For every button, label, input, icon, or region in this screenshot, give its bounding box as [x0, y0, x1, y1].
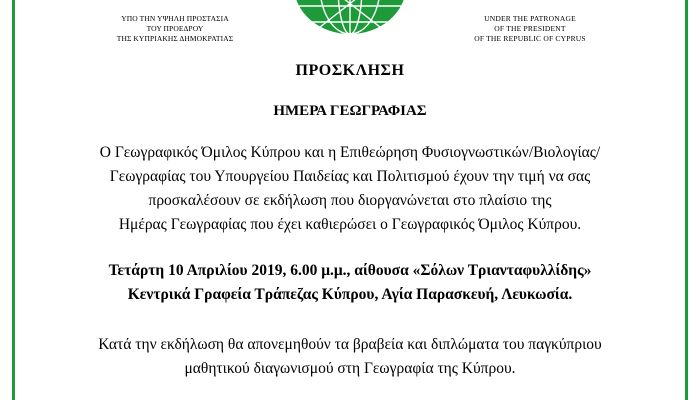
- event-subtitle: ΗΜΕΡΑ ΓΕΩΓΡΑΦΙΑΣ: [273, 103, 427, 119]
- patronage-greek-line: ΥΠΟ ΤΗΝ ΥΨΗΛΗ ΠΡΟΣΤΑΣΙΑ: [121, 14, 229, 23]
- patronage-english-line: OF THE PRESIDENT: [494, 24, 566, 33]
- patronage-english: [455, 14, 605, 44]
- left-green-border: [12, 0, 15, 400]
- awards-paragraph: [40, 333, 660, 381]
- patronage-english-line: UNDER THE PATRONAGE: [484, 14, 576, 23]
- globe-emblem-icon: [285, 0, 415, 36]
- patronage-greek: [100, 14, 250, 44]
- paragraph-line: Γεωγραφίας του Υπουργείου Παιδείας και Πολιτισμού έχουν την τιμή να σας: [109, 168, 591, 185]
- event-details-paragraph: [40, 259, 660, 307]
- event-details-line: Κεντρικά Γραφεία Τράπεζας Κύπρου, Αγία Παρασκευή, Λευκωσία.: [127, 286, 573, 303]
- awards-line: Κατά την εκδήλωση θα απονεμηθούν τα βραβεία και διπλώματα του παγκύπριου: [98, 336, 602, 353]
- invitation-title: ΠΡΟΣΚΛΗΣΗ: [295, 62, 405, 79]
- patronage-greek-line: ΤΟΥ ΠΡΟΕΔΡΟΥ: [146, 24, 204, 33]
- paragraph-line: Ημέρας Γεωγραφίας που έχει καθιερώσει ο Γεωγραφικός Όμιλος Κύπρου.: [118, 216, 582, 233]
- paragraph-line: προσκαλέσουν σε εκδήλωση που διοργανώνεται στο πλαίσιο της: [148, 192, 552, 209]
- patronage-greek-line: ΤΗΣ ΚΥΠΡΙΑΚΗΣ ΔΗΜΟΚΡΑΤΙΑΣ: [116, 34, 234, 43]
- event-details-line: Τετάρτη 10 Απριλίου 2019, 6.00 μ.μ., αίθουσα «Σόλων Τριανταφυλλίδης»: [108, 262, 592, 279]
- paragraph-line: Ο Γεωγραφικός Όμιλος Κύπρου και η Επιθεώρηση Φυσιογνωστικών/Βιολογίας/: [99, 144, 601, 161]
- patronage-english-line: OF THE REPUBLIC OF CYPRUS: [474, 34, 586, 43]
- invitation-paragraph: [40, 141, 660, 237]
- right-green-border: [685, 0, 688, 400]
- awards-line: μαθητικού διαγωνισμού στη Γεωγραφία της Κύπρου.: [184, 360, 516, 377]
